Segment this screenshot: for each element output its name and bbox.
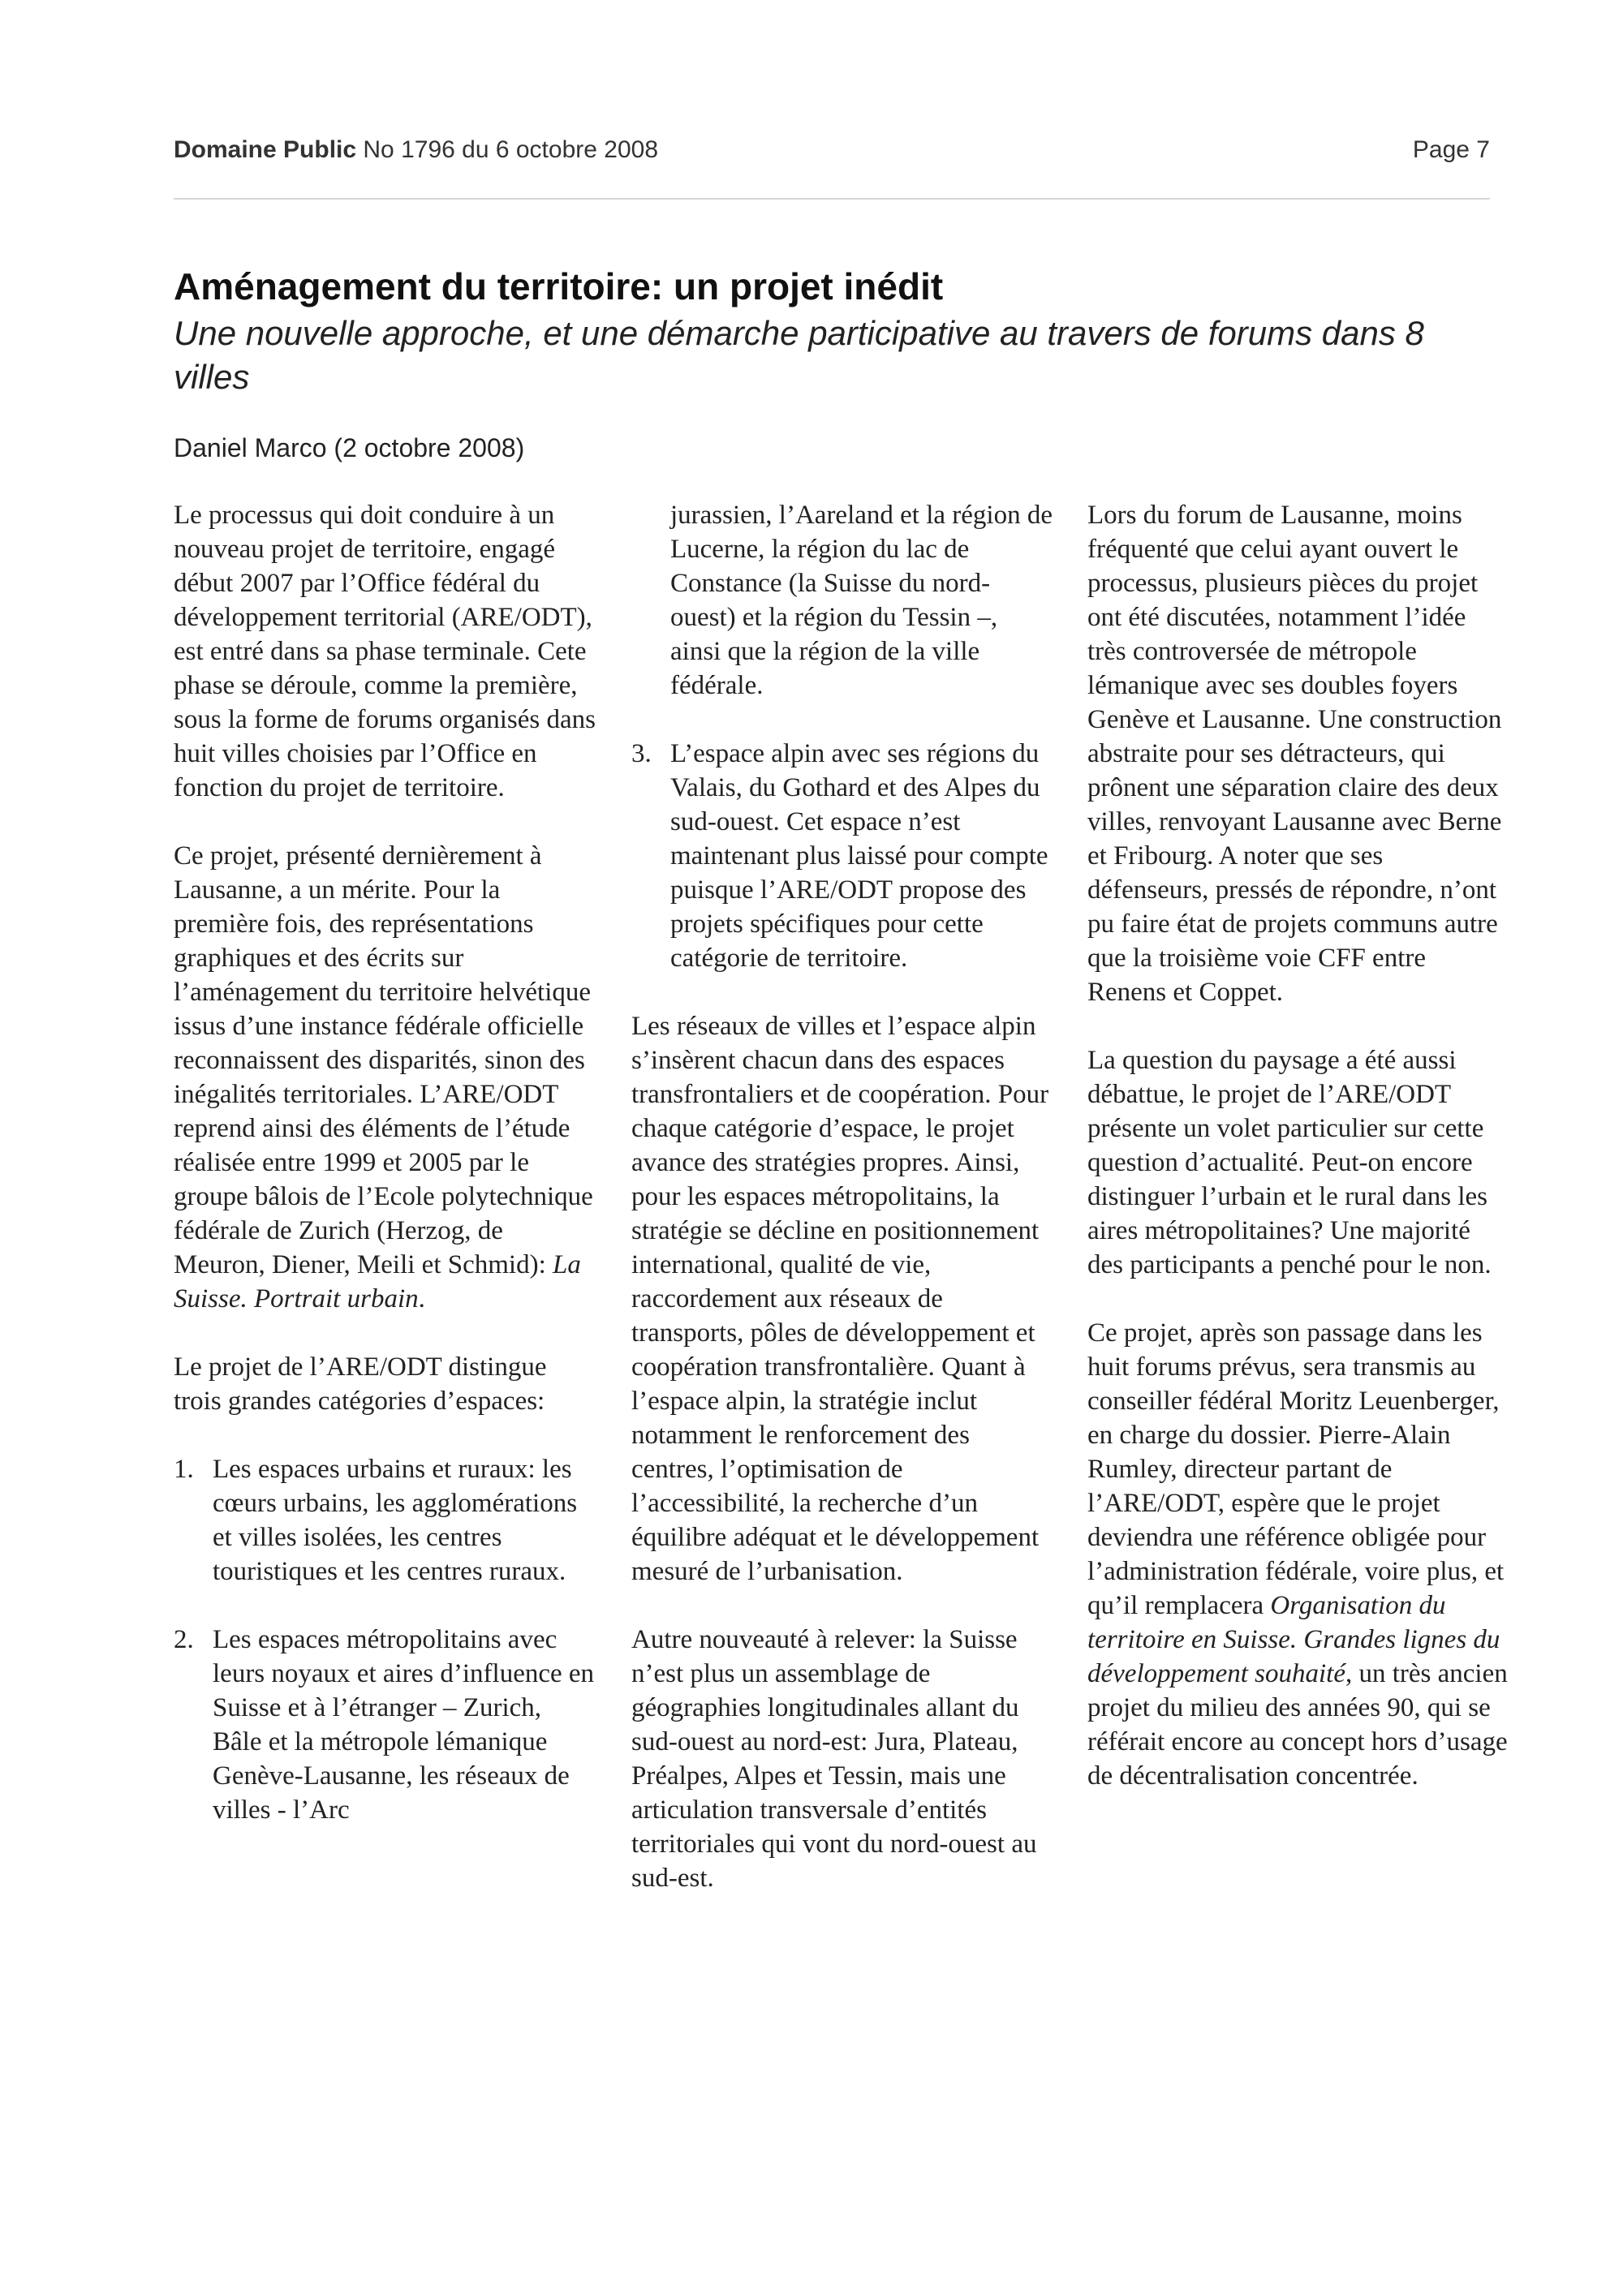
- list-number: 3.: [631, 739, 652, 768]
- paragraph: Autre nouveauté à relever: la Suisse n’est plus un assemblage de géographies longitudinales allant du sud-ouest au nord-est: Jura, Plateau, Préalpes, Alpes et Tessin, mais une articulation transversale d’entités territoriales qui vont du nord-ouest au sud-est.: [631, 1625, 1037, 1893]
- paragraph: La question du paysage a été aussi débattue, le projet de l’ARE/ODT présente un volet particulier sur cette question d’actualité. Peut-on encore distinguer l’urbain et le rural dans les aires métropolitaines? Une majorité des participants a penché pour le non.: [1087, 1046, 1492, 1279]
- list-item: [174, 1452, 596, 1589]
- page-header: [174, 136, 1490, 169]
- list-indent: [631, 498, 670, 703]
- article-title: Aménagement du territoire: un projet inédit: [174, 265, 944, 307]
- paragraph: Lors du forum de Lausanne, moins fréquenté que celui ayant ouvert le processus, plusieurs pièces du projet ont été discutées, notamment l’idée très controversée de métropole lémanique avec ses doubles foyers Genève et Lausanne. Une construction abstraite pour ses détracteurs, qui prônent une séparation claire des deux villes, renvoyant Lausanne avec Berne et Fribourg. A noter que ses défenseurs, pressés de répondre, n’ont pu faire état de projets communs autre que la troisième voie CFF entre Renens et Coppet.: [1087, 501, 1502, 1007]
- list-item-continuation: [631, 498, 1053, 703]
- issue-info: No 1796 du 6 octobre 2008: [363, 136, 659, 163]
- paragraph: [1087, 1316, 1509, 1793]
- paragraph-text: Ce projet, après son passage dans les huit forums prévus, sera transmis au conseiller fédéral Moritz Leuenberger, en charge du dossier. Pierre-Alain Rumley, directeur partant de l’ARE/ODT, espère que le projet deviendra une référence obligée pour l’administration fédérale, voire plus, et qu’il remplacera: [1087, 1318, 1505, 1620]
- paragraph-end: , un très ancien projet du milieu des années 90, qui se référait encore au concept hors d’usage de décentralisation concentrée.: [1087, 1659, 1508, 1791]
- paragraph-text: Ce projet, présenté dernièrement à Lausanne, a un mérite. Pour la première fois, des représentations graphiques et des écrits sur l’aménagement du territoire helvétique issus d’une instance fédérale officielle reconnaissent des disparités, sinon des inégalités territoriales. L’ARE/ODT reprend ainsi des éléments de l’étude réalisée entre 1999 et 2005 par le groupe bâlois de l’Ecole polytechnique fédérale de Zurich (Herzog, de Meuron, Diener, Meili et Schmid):: [174, 841, 593, 1279]
- page-number: Page 7: [1412, 136, 1490, 163]
- list-number: 2.: [174, 1625, 194, 1654]
- paragraph: [174, 839, 596, 1316]
- book-title: La Suisse. Portrait urbain: [174, 1250, 581, 1314]
- publication-name: Domaine Public: [174, 136, 357, 163]
- book-title: Organisation du territoire en Suisse. Grandes lignes du développement souhaité: [1087, 1591, 1500, 1688]
- article-byline: Daniel Marco (2 octobre 2008): [174, 433, 525, 462]
- list-item-text: jurassien, l’Aareland et la région de Lucerne, la région du lac de Constance (la Suisse du nord-ouest) et la région du Tessin –, ainsi que la région de la ville fédérale.: [670, 501, 1053, 700]
- paragraph: Le processus qui doit conduire à un nouveau projet de territoire, engagé début 2007 par l’Office fédéral du développement territorial (ARE/ODT), est entré dans sa phase terminale. Cete phase se déroule, comme la première, sous la forme de forums organisés dans huit villes choisies par l’Office en fonction du projet de territoire.: [174, 501, 596, 802]
- text-column-3: [1087, 498, 1509, 1827]
- text-column-2: [631, 498, 1053, 1929]
- list-item-text: Les espaces métropolitains avec leurs noyaux et aires d’influence en Suisse et à l’étranger – Zurich, Bâle et la métropole lémanique Genève-Lausanne, les réseaux de villes - l’Arc: [213, 1625, 595, 1825]
- list-item-text: L’espace alpin avec ses régions du Valais, du Gothard et des Alpes du sud-ouest. Cet espace n’est maintenant plus laissé pour compte puisque l’ARE/ODT propose des projets spécifiques pour cette catégorie de territoire.: [670, 739, 1048, 973]
- list-item: [174, 1623, 596, 1827]
- list-item: [631, 737, 1053, 975]
- article-subtitle: Une nouvelle approche, et une démarche participative au travers de forums dans 8 villes: [174, 314, 1424, 396]
- list-number: 1.: [174, 1455, 194, 1484]
- paragraph: Les réseaux de villes et l’espace alpin s’insèrent chacun dans des espaces transfrontaliers et de coopération. Pour chaque catégorie d’espace, le projet avance des stratégies propres. Ainsi, pour les espaces métropolitains, la stratégie se décline en positionnement international, qualité de vie, raccordement aux réseaux de transports, pôles de développement et coopération transfrontalière. Quant à l’espace alpin, la stratégie inclut notamment le renforcement des centres, l’optimisation de l’accessibilité, la recherche d’un équilibre adéquat et le développement mesuré de l’urbanisation.: [631, 1012, 1049, 1586]
- paragraph-end: .: [418, 1284, 425, 1314]
- paragraph: Le projet de l’ARE/ODT distingue trois grandes catégories d’espaces:: [174, 1352, 547, 1416]
- header-divider: [174, 198, 1490, 200]
- list-item-text: Les espaces urbains et ruraux: les cœurs urbains, les agglomérations et villes isolées, les centres touristiques et les centres ruraux.: [213, 1455, 578, 1586]
- text-column-1: [174, 498, 596, 1861]
